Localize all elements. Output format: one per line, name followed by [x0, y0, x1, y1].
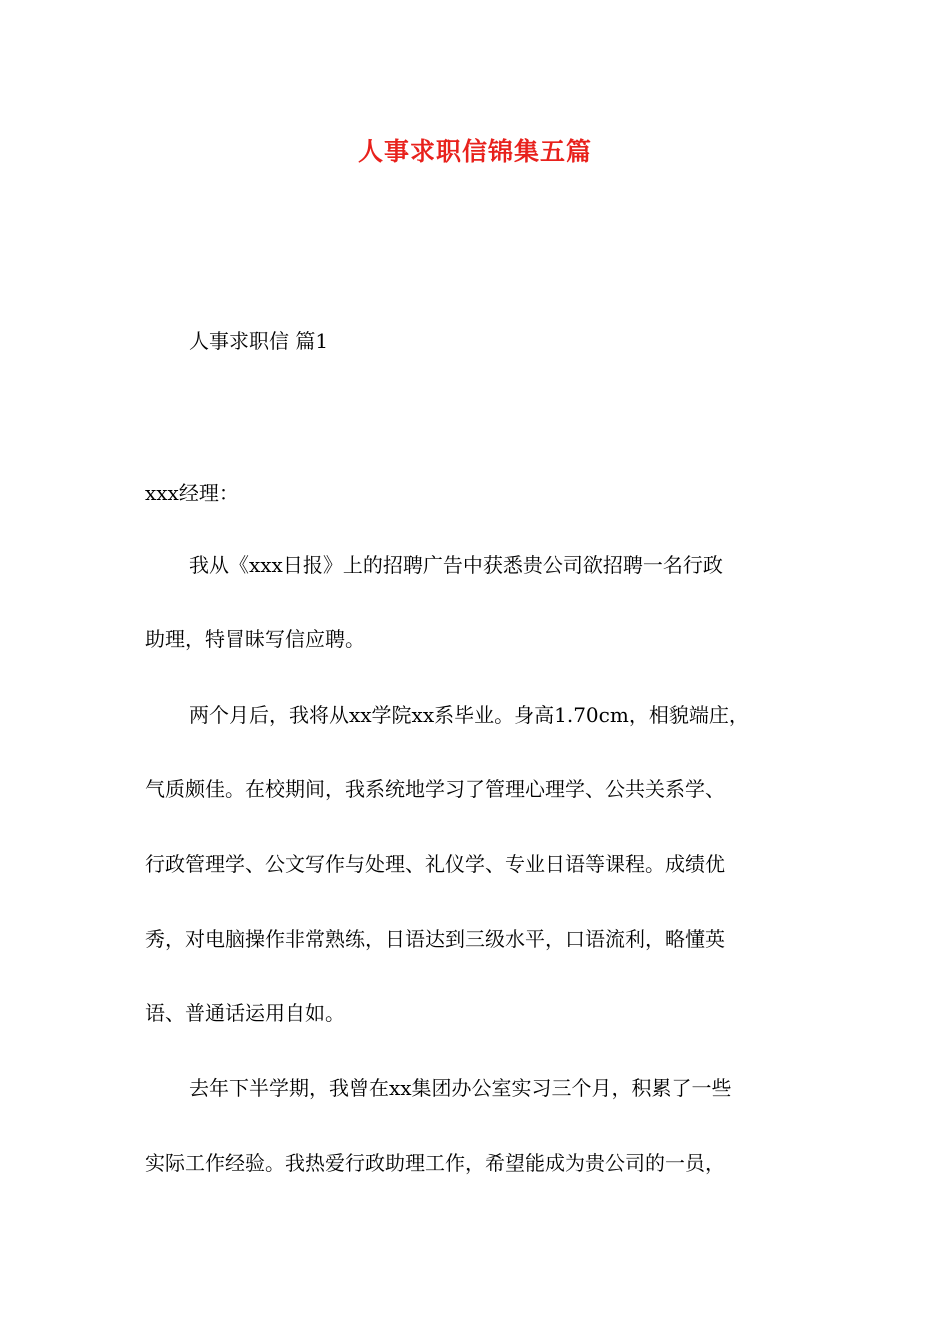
paragraph-2-line-4: 秀，对电脑操作非常熟练，日语达到三级水平，口语流利，略懂英 — [145, 927, 725, 951]
salutation: xxx经理： — [145, 481, 239, 505]
paragraph-2-line-3: 行政管理学、公文写作与处理、礼仪学、专业日语等课程。成绩优 — [145, 852, 725, 876]
paragraph-2-line-2: 气质颇佳。在校期间，我系统地学习了管理心理学、公共关系学、 — [145, 777, 725, 801]
document-title: 人事求职信锦集五篇 — [357, 137, 592, 166]
section-heading: 人事求职信 篇1 — [189, 329, 329, 353]
paragraph-1-line-1: 我从《xxx日报》上的招聘广告中获悉贵公司欲招聘一名行政 — [189, 553, 723, 577]
paragraph-1-line-2: 助理，特冒昧写信应聘。 — [145, 627, 365, 651]
paragraph-2-line-5: 语、普通话运用自如。 — [145, 1001, 345, 1025]
paragraph-3-line-2: 实际工作经验。我热爱行政助理工作，希望能成为贵公司的一员， — [145, 1151, 725, 1175]
paragraph-3-line-1: 去年下半学期，我曾在xx集团办公室实习三个月，积累了一些 — [189, 1076, 732, 1100]
paragraph-2-line-1: 两个月后，我将从xx学院xx系毕业。身高1.70cm，相貌端庄， — [189, 703, 749, 727]
